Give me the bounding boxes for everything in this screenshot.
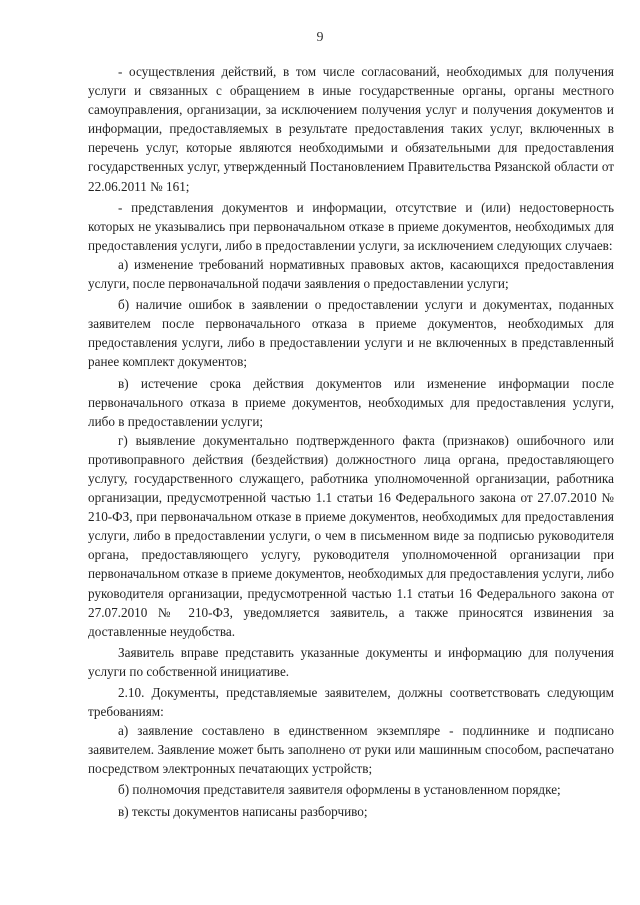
document-body bbox=[88, 62, 614, 821]
paragraph-item-g: г) выявление документально подтвержденного факта (признаков) ошибочного или противоправного действия (бездействия) должностного лица органа, предоставляющего услугу, государственного служащего, работника уполномоченной организации, работника организации, предусмотренной частью 1.1 статьи 16 Федерального закона от 27.07.2010 № 210-ФЗ, при первоначальном отказе в приеме документов, необходимых для предоставления услуги, либо в предоставлении услуги, о чем в письменном виде за подписью руководителя органа, предоставляющего услугу, руководителя уполномоченной организации при первоначальном отказе в приеме документов, необходимых для предоставления услуги, либо руководителя организации, предусмотренной частью 1.1 статьи 16 Федерального закона от 27.07.2010 № 210-ФЗ, уведомляется заявитель, а также приносятся извинения за доставленные неудобства. bbox=[88, 432, 614, 639]
paragraph-requirement-a: а) заявление составлено в единственном экземпляре - подлиннике и подписано заявителем. Заявление может быть заполнено от руки или машинным способом, распечатано посредством электронных печатающих устройств; bbox=[88, 723, 614, 777]
paragraph-item-b: б) наличие ошибок в заявлении о предоставлении услуги и документах, поданных заявителем после первоначального отказа в приеме документов, необходимых для предоставления услуги, либо в предоставлении услуги и не включенных в представленный ранее комплект документов; bbox=[88, 297, 614, 370]
paragraph-documents-info: - представления документов и информации, отсутствие и (или) недостоверность которых не указывались при первоначальном отказе в приеме документов, необходимых для предоставления услуги, либо в предоставлении услуги, за исключением следующих случаев: bbox=[88, 199, 614, 253]
paragraph-item-v: в) истечение срока действия документов или изменение информации после первоначального отказа в приеме документов, необходимых для предоставления услуги, либо в предоставлении услуги; bbox=[88, 375, 614, 429]
paragraph-requirement-b: б) полномочия представителя заявителя оформлены в установленном порядке; bbox=[118, 782, 561, 798]
paragraph-actions: - осуществления действий, в том числе согласований, необходимых для получения услуги и связанных с обращением в иные государственные органы, органы местного самоуправления, организации, за исключением получения услуг и получения документов и информации, предоставляемых в результате предоставления таких услуг, включенных в перечень услуг, которые являются необходимыми и обязательными для предоставления государственных услуг, утвержденный Постановлением Правительства Рязанской области от 22.06.2011 № 161; bbox=[88, 64, 614, 194]
paragraph-own-initiative: Заявитель вправе представить указанные документы и информацию для получения услуги по собственной инициативе. bbox=[88, 644, 614, 679]
paragraph-requirement-v: в) тексты документов написаны разборчиво; bbox=[118, 803, 368, 819]
paragraph-item-a: а) изменение требований нормативных правовых актов, касающихся предоставления услуги, после первоначальной подачи заявления о предоставлении услуги; bbox=[88, 256, 614, 292]
page-number: 9 bbox=[316, 30, 324, 45]
paragraph-section-2-10: 2.10. Документы, представляемые заявителем, должны соответствовать следующим требованиям: bbox=[88, 685, 614, 720]
